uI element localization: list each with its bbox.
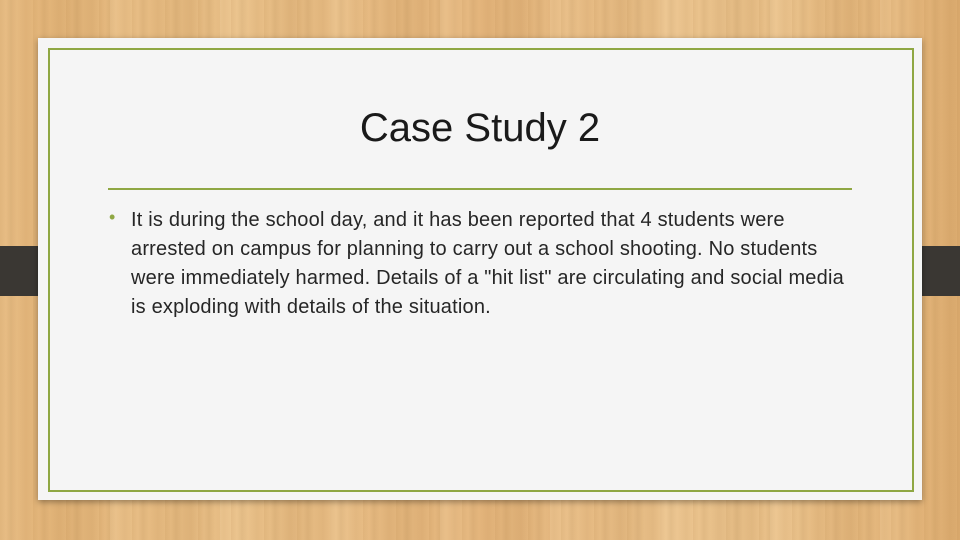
bullet-text: It is during the school day, and it has been reported that 4 students were arrested on campus for planning to carry out a school shooting. No students were immediately harmed. Details of a "hit list" are circulating and social media is exploding with details of the situation.: [131, 209, 844, 318]
title-divider: [108, 188, 852, 190]
bullet-item: [108, 206, 853, 322]
bullet-icon: •: [109, 207, 116, 227]
slide-title: Case Study 2: [359, 106, 601, 150]
bullet-list: [108, 206, 853, 322]
slide-card: [38, 38, 922, 500]
